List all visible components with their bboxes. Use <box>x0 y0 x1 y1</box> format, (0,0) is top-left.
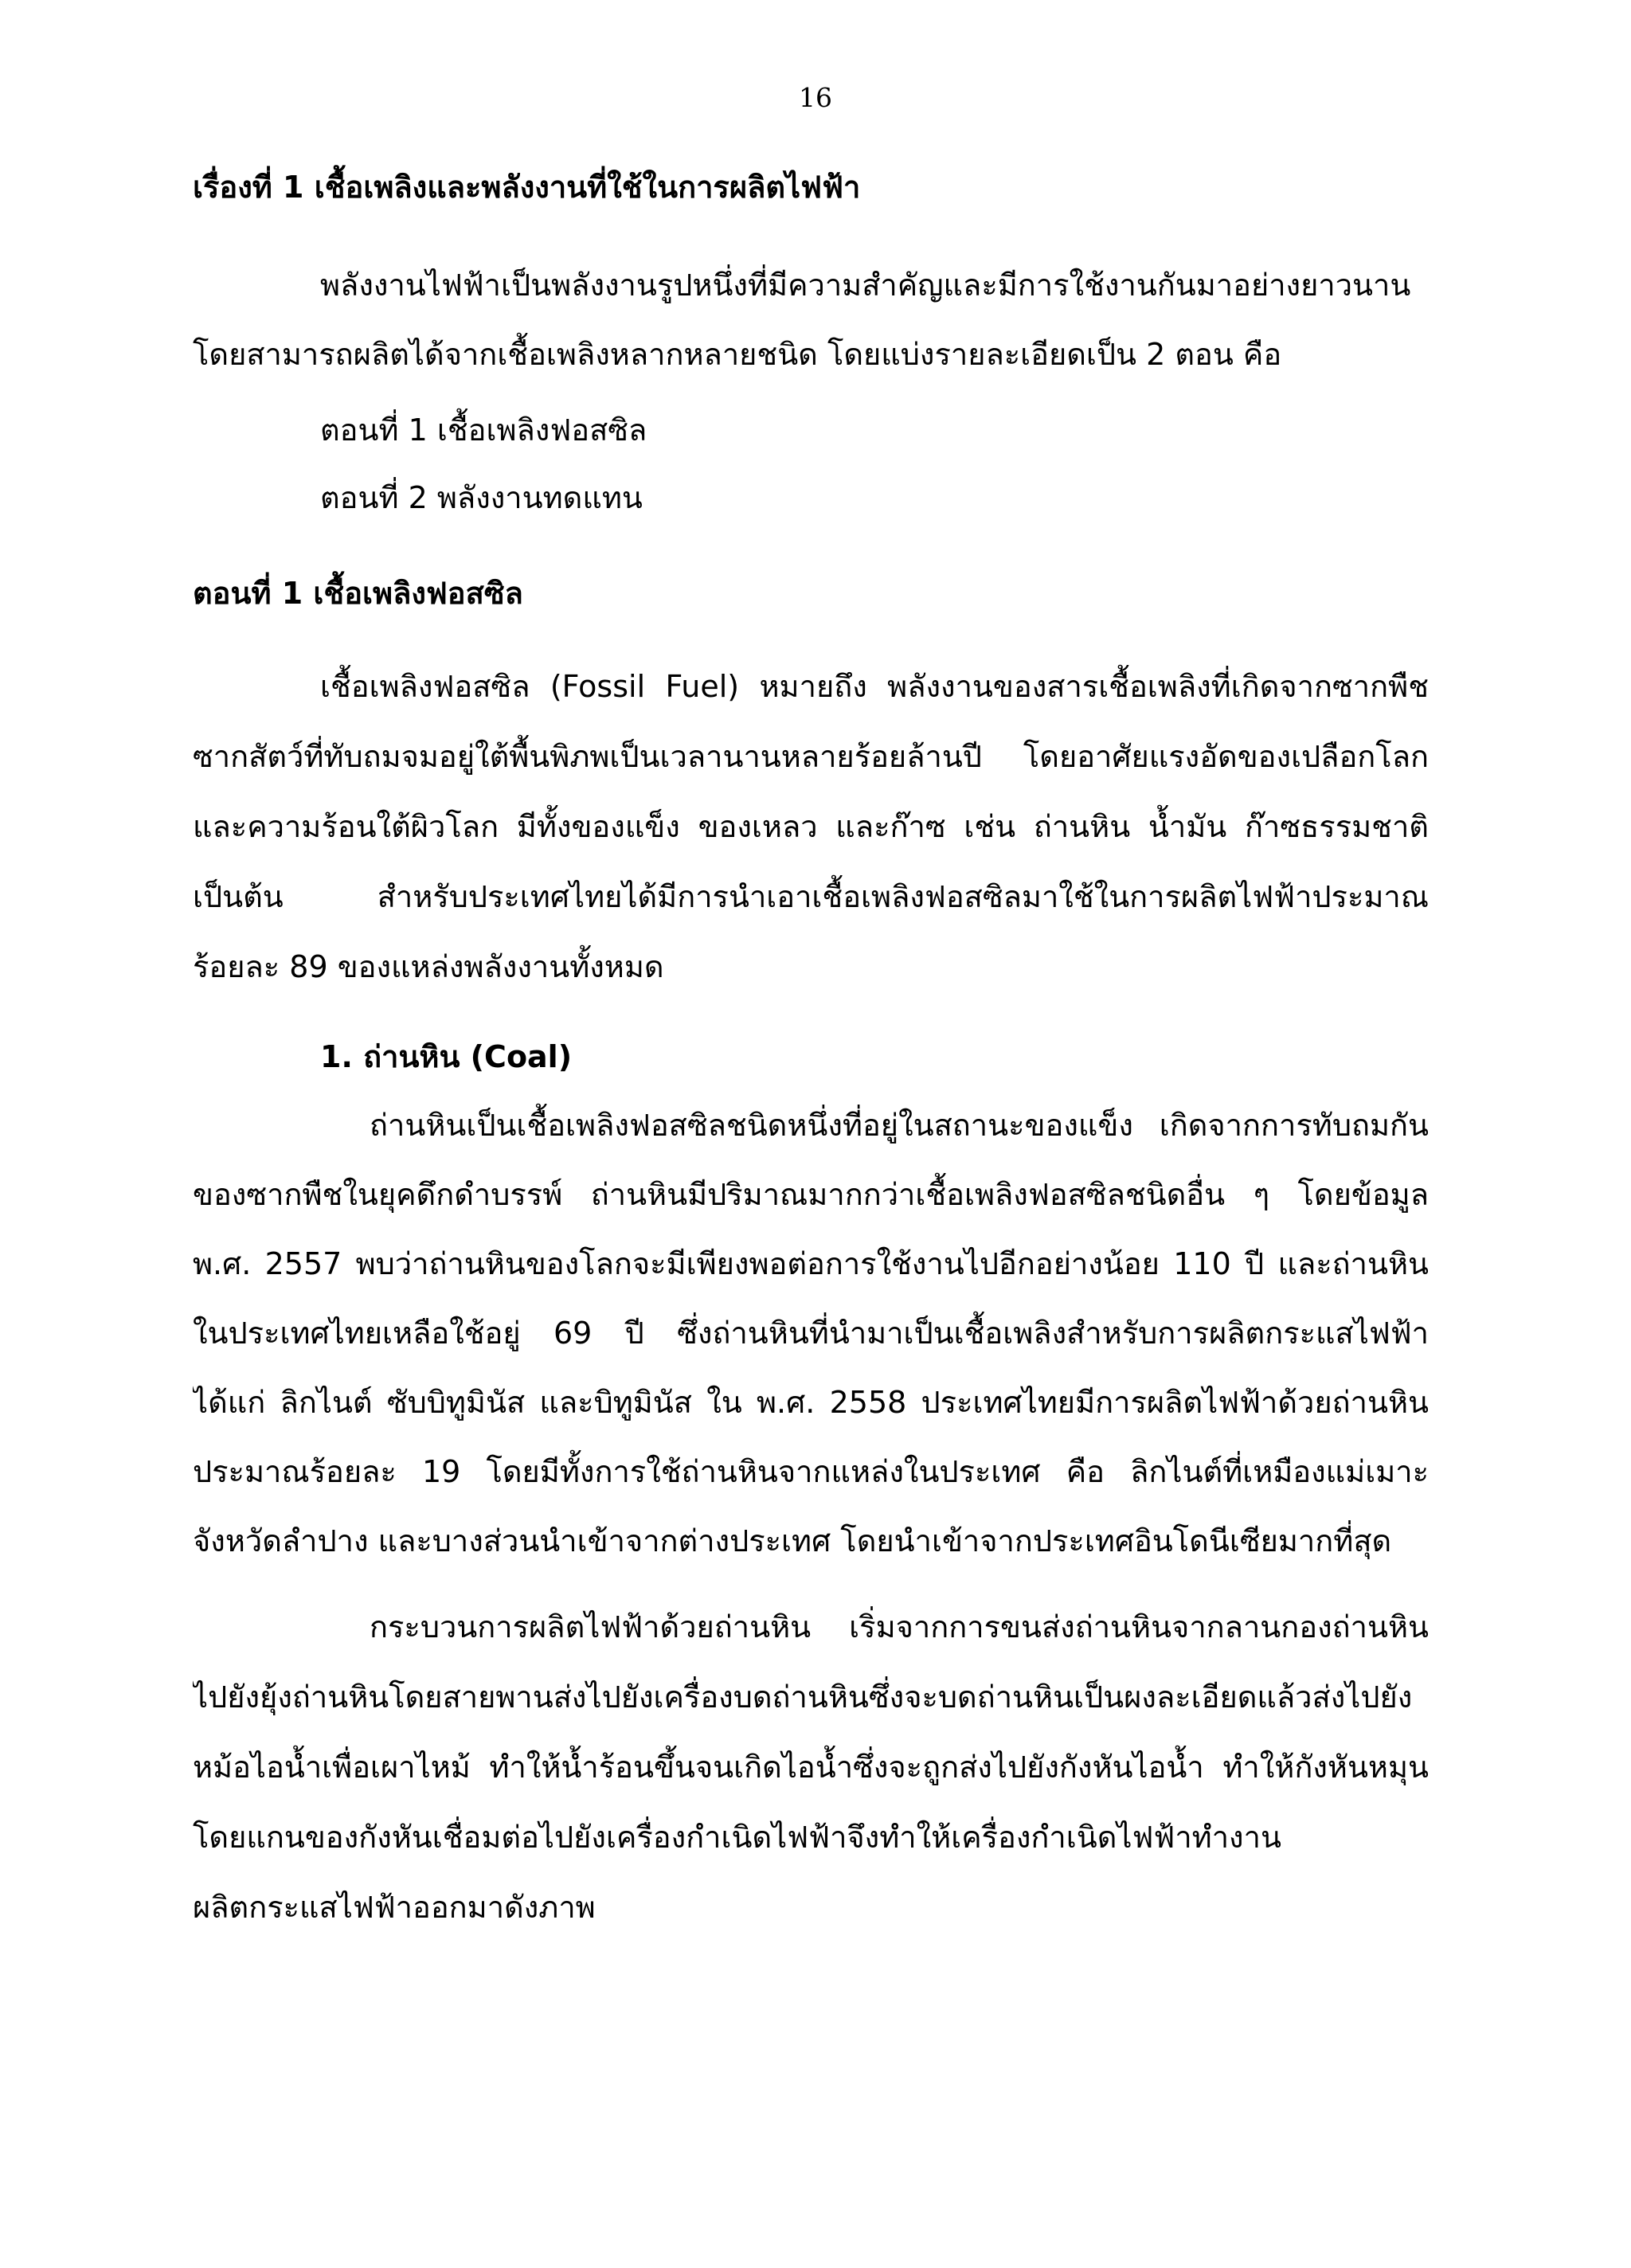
coal-p2-line-2: ไปยังยุ้งถ่านหินโดยสายพานส่งไปยังเครื่องบดถ่านหินซึ่งจะบดถ่านหินเป็นผงละเอียดแล้วส่งไปยัง <box>193 1679 1413 1715</box>
coal-p1-line-5: ได้แก่ ลิกไนต์ ซับบิทูมินัส และบิทูมินัส ใน พ.ศ. 2558 ประเทศไทยมีการผลิตไฟฟ้าด้วยถ่านหิน <box>193 1385 1429 1420</box>
coal-p1-line-7: จังหวัดลำปาง และบางส่วนนำเข้าจากต่างประเทศ โดยนำเข้าจากประเทศอินโดนีเซียมากที่สุด <box>193 1523 1392 1558</box>
coal-p1-line-1: ถ่านหินเป็นเชื้อเพลิงฟอสซิลชนิดหนึ่งที่อยู่ในสถานะของแข็ง เกิดจากการทับถมกัน <box>370 1108 1429 1143</box>
coal-p2-line-3: หม้อไอน้ำเพื่อเผาไหม้ ทำให้น้ำร้อนขึ้นจนเกิดไอน้ำซึ่งจะถูกส่งไปยังกังหันไอน้ำ ทำให้กังหันหมุน <box>193 1750 1429 1785</box>
coal-p2-line-5: ผลิตกระแสไฟฟ้าออกมาดังภาพ <box>193 1890 596 1925</box>
coal-p2-line-4: โดยแกนของกังหันเชื่อมต่อไปยังเครื่องกำเนิดไฟฟ้าจึงทำให้เครื่องกำเนิดไฟฟ้าทำงาน <box>193 1820 1281 1855</box>
coal-p1-line-4: ในประเทศไทยเหลือใช้อยู่ 69 ปี ซึ่งถ่านหินที่นำมาเป็นเชื้อเพลิงสำหรับการผลิตกระแสไฟฟ้า <box>193 1316 1429 1351</box>
coal-p1-line-2: ของซากพืชในยุคดึกดำบรรพ์ ถ่านหินมีปริมาณมากกว่าเชื้อเพลิงฟอสซิลชนิดอื่น ๆ โดยข้อมูล <box>193 1177 1429 1212</box>
fossil-line-5: ร้อยละ 89 ของแหล่งพลังงานทั้งหมด <box>193 949 664 984</box>
intro-item-1: ตอนที่ 1 เชื้อเพลิงฟอสซิล <box>320 413 647 448</box>
coal-p2-line-1: กระบวนการผลิตไฟฟ้าด้วยถ่านหิน เริ่มจากการขนส่งถ่านหินจากลานกองถ่านหิน <box>370 1609 1429 1644</box>
chapter-heading: เรื่องที่ 1 เชื้อเพลิงและพลังงานที่ใช้ในการผลิตไฟฟ้า <box>193 170 861 205</box>
coal-p1-line-6: ประมาณร้อยละ 19 โดยมีทั้งการใช้ถ่านหินจากแหล่งในประเทศ คือ ลิกไนต์ที่เหมืองแม่เมาะ <box>193 1454 1429 1489</box>
fossil-line-2: ซากสัตว์ที่ทับถมจมอยู่ใต้พื้นพิภพเป็นเวลานานหลายร้อยล้านปี โดยอาศัยแรงอัดของเปลือกโลก <box>193 739 1429 774</box>
intro-line-1: พลังงานไฟฟ้าเป็นพลังงานรูปหนึ่งที่มีความสำคัญและมีการใช้งานกันมาอย่างยาวนาน <box>320 268 1411 303</box>
subsection-heading-coal: 1. ถ่านหิน (Coal) <box>320 1039 573 1074</box>
section-heading-fossil: ตอนที่ 1 เชื้อเพลิงฟอสซิล <box>193 576 523 611</box>
fossil-line-1: เชื้อเพลิงฟอสซิล (Fossil Fuel) หมายถึง พลังงานของสารเชื้อเพลิงที่เกิดจากซากพืช <box>320 669 1429 704</box>
intro-item-2: ตอนที่ 2 พลังงานทดแทน <box>320 480 643 515</box>
fossil-line-4: เป็นต้น สำหรับประเทศไทยได้มีการนำเอาเชื้อเพลิงฟอสซิลมาใช้ในการผลิตไฟฟ้าประมาณ <box>193 879 1429 914</box>
fossil-line-3: และความร้อนใต้ผิวโลก มีทั้งของแข็ง ของเหลว และก๊าซ เช่น ถ่านหิน น้ำมัน ก๊าซธรรมชาติ <box>193 809 1429 844</box>
coal-p1-line-3: พ.ศ. 2557 พบว่าถ่านหินของโลกจะมีเพียงพอต่อการใช้งานไปอีกอย่างน้อย 110 ปี และถ่านหิน <box>193 1246 1429 1281</box>
page-number: 16 <box>799 82 832 113</box>
intro-line-2: โดยสามารถผลิตได้จากเชื้อเพลิงหลากหลายชนิด โดยแบ่งรายละเอียดเป็น 2 ตอน คือ <box>193 337 1282 372</box>
